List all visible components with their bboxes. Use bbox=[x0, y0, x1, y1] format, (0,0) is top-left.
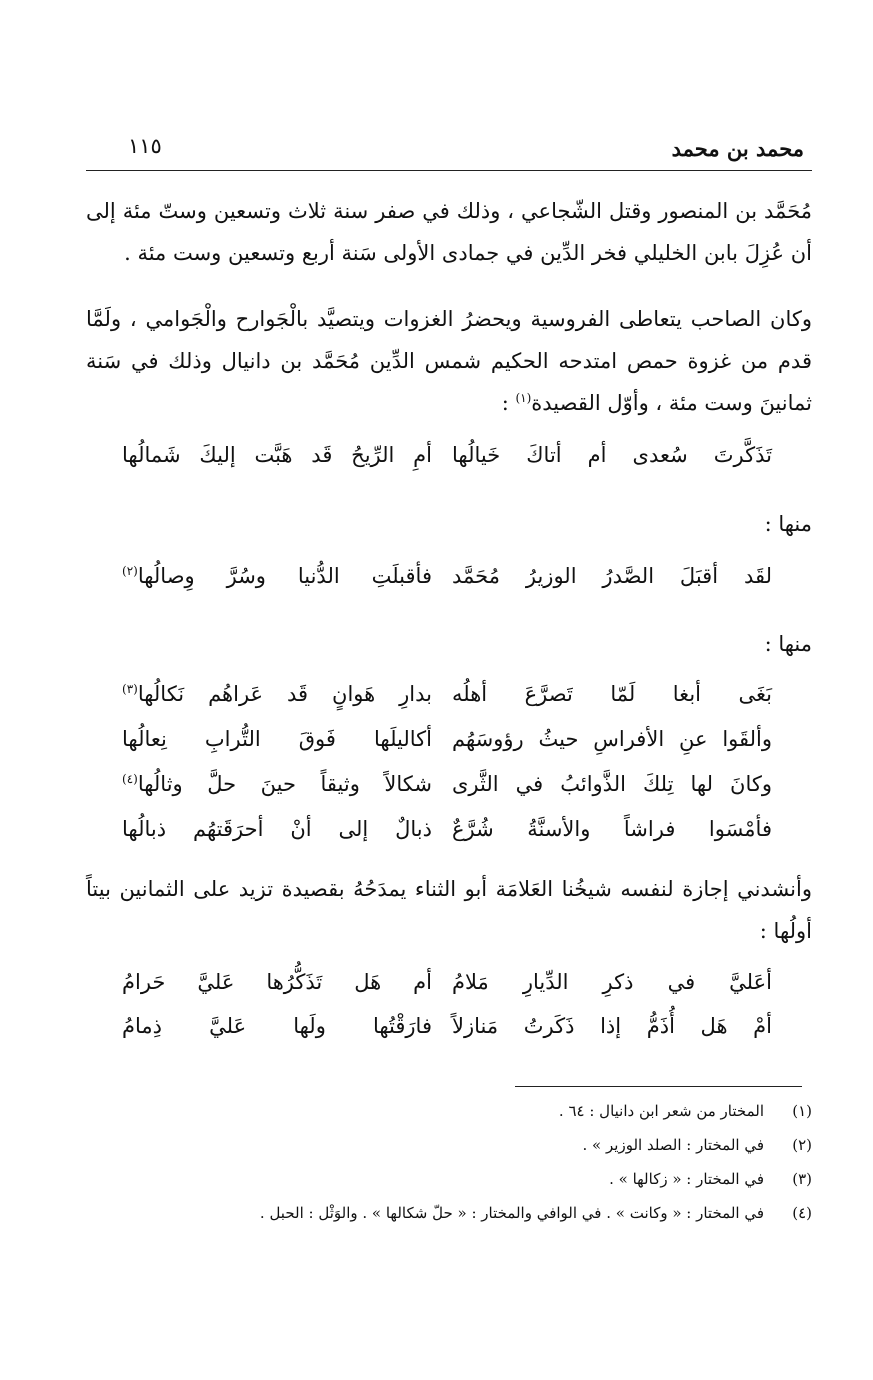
footnote-number: (٣) bbox=[792, 1170, 812, 1188]
running-title: محمد بن محمد bbox=[671, 136, 804, 161]
verse-hemistich-1: بَغَى أبغا لَمّا تَصرَّعَ أهلُه bbox=[452, 682, 772, 706]
footnote-text: في المختار : « زكالها » . bbox=[609, 1170, 764, 1188]
footnote-ref: (٣) bbox=[122, 682, 138, 696]
paragraph-2 bbox=[86, 298, 812, 424]
verse-hemistich-2: ذبالٌ إلى أنْ أحرَقَتهُم ذبالُها bbox=[122, 817, 432, 841]
verse-hemistich-1: لقَد أقبَلَ الصَّدرُ الوزيرُ مُحَمَّد bbox=[452, 564, 772, 588]
footnote-text: في المختار : « وكانت » . في الوافي والمختار : « حلّ شكالها » . والوَثْل : الحبل . bbox=[259, 1204, 764, 1222]
verse-hemistich-1: وألقَوا عنِ الأفراسِ حيثُ رؤوسَهُم bbox=[452, 727, 772, 751]
footnote bbox=[86, 1102, 812, 1128]
paragraph-2-end: : bbox=[501, 391, 516, 415]
verse-line bbox=[86, 682, 812, 726]
footnote-text: في المختار : الصلد الوزير » . bbox=[582, 1136, 764, 1154]
page-header bbox=[86, 130, 812, 171]
paragraph-2-text: وكان الصاحب يتعاطى الفروسية ويحضرُ الغزوات ويتصيَّد بالْجَوارح والْجَوامي ، ولَمَّا قدم من غزوة حمص امتدحه الحكيم شمس الدِّين مُحَمَّد بن دانيال وذلك في سَنة ثمانينَ وست مئة ، وأوّل القصيدة bbox=[86, 307, 812, 415]
verse-hemistich-1: فأمْسَوا فراشاً والأسنَّةُ شُرَّعٌ bbox=[452, 817, 772, 841]
verse-line bbox=[86, 443, 812, 487]
verse-hemistich-2: أمِ الرِّيحُ قَد هَبَّت إليكَ شَمالُها bbox=[122, 443, 432, 467]
footnote-divider bbox=[515, 1086, 802, 1087]
verse-hemistich-2: بدارِ هَوانٍ قَد عَراهُم نَكالُها$^{(٣)}$ bbox=[122, 682, 432, 706]
footnote bbox=[86, 1136, 812, 1162]
verse-line bbox=[86, 564, 812, 608]
verse-hemistich-2: شكالاً وثيقاً حينَ حلَّ وثالُها$^{(٤)}$ bbox=[122, 772, 432, 796]
verse-line bbox=[86, 1014, 812, 1058]
footnote-ref: (٤) bbox=[122, 772, 138, 786]
footnote-number: (٤) bbox=[792, 1204, 812, 1222]
verse-line bbox=[86, 727, 812, 771]
paragraph-3: وأنشدني إجازة لنفسه شيخُنا العَلامَة أبو الثناء يمدَحُهُ بقصيدة تزيد على الثمانين بيتاً أولُها : bbox=[86, 877, 812, 943]
footnote-ref: (١) bbox=[515, 391, 532, 405]
verse-hemistich-1: أمْ هَل أُذَمُّ إذا ذَكَرتُ مَنازلاً bbox=[452, 1014, 772, 1038]
page-number: ١١٥ bbox=[128, 134, 162, 158]
verse-hemistich-2: فأقبلَتِ الدُّنيا وسُرَّ وِصالُها$^{(٢)}$ bbox=[122, 564, 432, 588]
verse-line bbox=[86, 817, 812, 861]
footnote-ref: (٢) bbox=[122, 564, 138, 578]
footnote bbox=[86, 1170, 812, 1196]
verse-hemistich-1: وكانَ لها تِلكَ الذَّوائبُ في الثَّرى bbox=[452, 772, 772, 796]
verse-hemistich-2: أكاليلَها فَوقَ التُّرابِ نِعالُها bbox=[122, 727, 432, 751]
verse-line bbox=[86, 970, 812, 1014]
paragraph-1: مُحَمَّد بن المنصور وقتل الشّجاعي ، وذلك في صفر سنة ثلاث وتسعين وستّ مئة إلى أن عُزِلَ بابن الخليلي فخر الدِّين في جمادى الأولى سَنة أربع وتسعين وست مئة . bbox=[86, 199, 812, 265]
section-label: منها : bbox=[764, 632, 812, 656]
footnote bbox=[86, 1204, 812, 1230]
verse-hemistich-2: أم هَل تَذَكُّرُها عَليَّ حَرامُ bbox=[122, 970, 432, 994]
footnote-number: (٢) bbox=[792, 1136, 812, 1154]
verse-hemistich-2: فارَقْتُها ولَها عَليَّ ذِمامُ bbox=[122, 1014, 432, 1038]
verse-line bbox=[86, 772, 812, 816]
section-label: منها : bbox=[764, 512, 812, 536]
footnote-number: (١) bbox=[792, 1102, 812, 1120]
verse-hemistich-1: تَذَكَّرتَ سُعدى أم أتاكَ خَيالُها bbox=[452, 443, 772, 467]
footnote-text: المختار من شعر ابن دانيال : ٦٤ . bbox=[558, 1102, 764, 1120]
verse-hemistich-1: أعَليَّ في ذكرِ الدِّيارِ مَلامُ bbox=[452, 970, 772, 994]
